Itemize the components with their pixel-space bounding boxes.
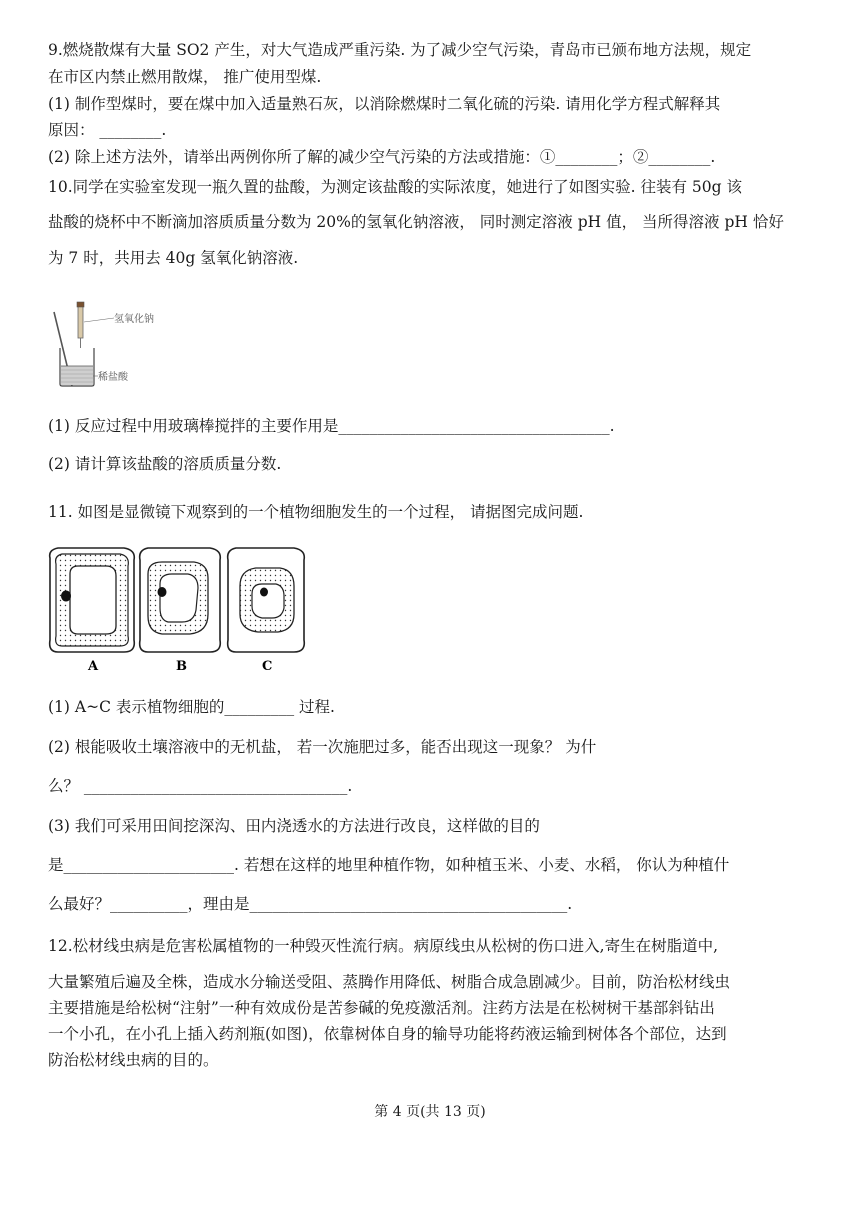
q9-line-4: 原因： ________. xyxy=(48,121,167,139)
cell-a xyxy=(50,548,135,652)
q12-line-4: 一个小孔，在小孔上插入药剂瓶(如图)，依靠树体自身的输导功能将药液运输到树体各个部位，达到 xyxy=(48,1025,727,1043)
q10-line-2: 盐酸的烧杯中不断滴加溶质质量分数为 20%的氢氧化钠溶液， 同时测定溶液 pH 值， 当所得溶液 pH 恰好 xyxy=(48,213,784,231)
cell-c xyxy=(228,548,305,652)
cell-label-a: A xyxy=(88,659,99,674)
label-hcl: 稀盐酸 xyxy=(98,372,128,383)
q9-line-5: (2) 除上述方法外，请举出两例你所了解的减少空气污染的方法或措施：①________；②________. xyxy=(48,148,716,166)
q11-line-4: 么？ __________________________________. xyxy=(48,777,353,795)
dropper-icon xyxy=(77,302,84,348)
q12-line-2: 大量繁殖后遍及全株，造成水分输送受阻、蒸腾作用降低、树脂合成急剧减少。目前，防治松材线虫 xyxy=(48,973,731,991)
q10-line-3: 为 7 时，共用去 40g 氢氧化钠溶液. xyxy=(48,249,299,267)
q11-line-1: 11. 如图是显微镜下观察到的一个植物细胞发生的一个过程， 请据图完成问题. xyxy=(48,503,584,521)
q10-line-1: 10.同学在实验室发现一瓶久置的盐酸，为测定该盐酸的实际浓度，她进行了如图实验. 往装有 50g 该 xyxy=(48,178,743,196)
q12-line-1: 12.松材线虫病是危害松属植物的一种毁灭性流行病。病原线虫从松树的伤口进入,寄生在树脂道中, xyxy=(48,937,719,955)
beaker-icon xyxy=(60,348,94,386)
cell-label-c: C xyxy=(262,659,273,674)
q9-line-2: 在市区内禁止燃用散煤， 推广使用型煤. xyxy=(48,68,322,86)
q12-line-5: 防治松材线虫病的目的。 xyxy=(48,1051,219,1069)
q11-line-6: 是______________________. 若想在这样的地里种植作物，如种植玉米、小麦、水稻， 你认为种植什 xyxy=(48,856,730,874)
q9-line-3: (1) 制作型煤时，要在煤中加入适量熟石灰，以消除燃煤时二氧化硫的污染. 请用化学方程式解释其 xyxy=(48,95,721,113)
q11-line-3: (2) 根能吸收土壤溶液中的无机盐， 若一次施肥过多，能否出现这一现象？ 为什 xyxy=(48,738,597,756)
q10-line-4: (1) 反应过程中用玻璃棒搅拌的主要作用是___________________________________. xyxy=(48,417,615,435)
q9-line-1: 9.燃烧散煤有大量 SO2 产生，对大气造成严重污染. 为了减少空气污染，青岛市已颁布地方法规，规定 xyxy=(48,41,752,59)
q11-line-2: (1) A~C 表示植物细胞的_________ 过程. xyxy=(48,698,335,716)
cell-b xyxy=(140,548,221,652)
q10-line-5: (2) 请计算该盐酸的溶质质量分数. xyxy=(48,455,282,473)
beaker-figure xyxy=(46,300,186,390)
q11-line-7: 么最好？__________，理由是_________________________________________. xyxy=(48,895,573,913)
cell-label-b: B xyxy=(176,659,187,674)
plant-cell-figure xyxy=(44,544,314,676)
label-naoh: 氢氧化钠 xyxy=(114,314,154,325)
q12-line-3: 主要措施是给松树“注射”一种有效成份是苦参碱的免疫激活剂。注药方法是在松树树干基部斜钻出 xyxy=(48,999,715,1017)
page-footer: 第 4 页(共 13 页) xyxy=(374,1104,486,1120)
q11-line-5: (3) 我们可采用田间挖深沟、田内浇透水的方法进行改良，这样做的目的 xyxy=(48,817,540,835)
